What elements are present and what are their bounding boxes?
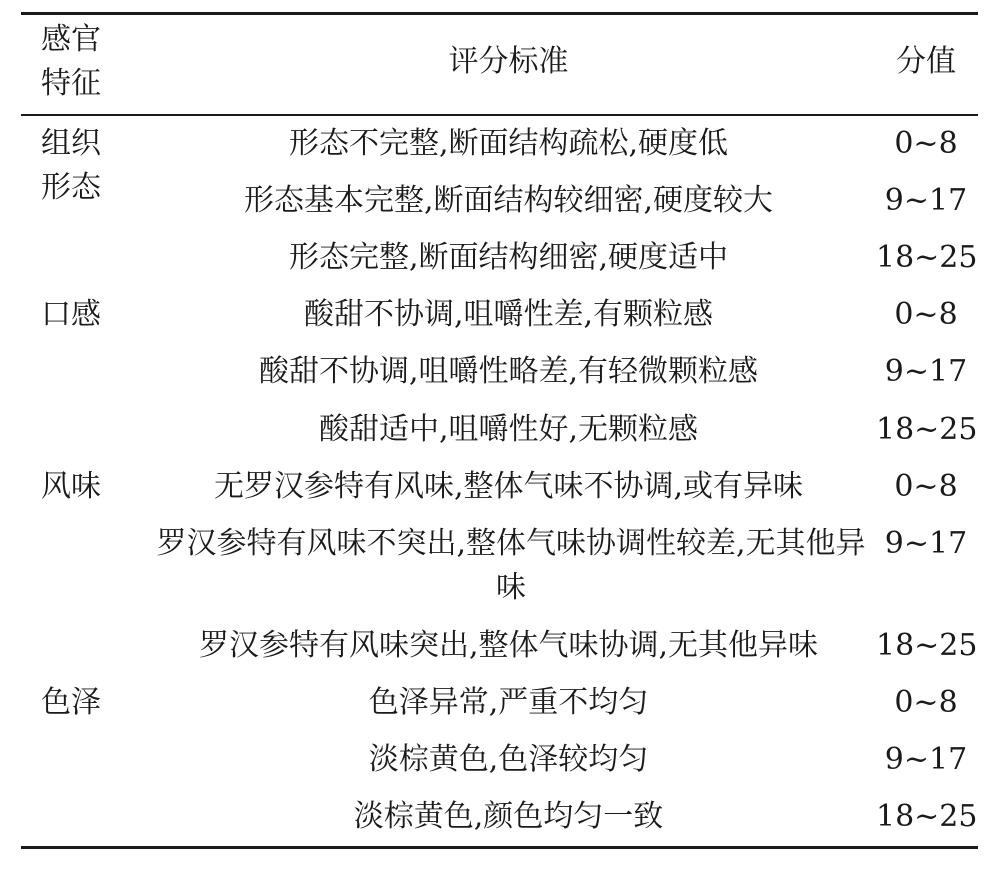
row-0-feature-line2: 形态 (41, 170, 101, 205)
row-6-score: 0~8 (894, 469, 958, 504)
row-6-feature: 风味 (41, 469, 101, 504)
row-11-score: 18~25 (876, 799, 978, 834)
header-score: 分值 (896, 44, 956, 79)
row-1-score: 9~17 (884, 183, 968, 218)
row-8-criteria: 罗汉参特有风味突出,整体气味协调,无其他异味 (198, 628, 819, 663)
row-4-score: 9~17 (884, 354, 968, 389)
row-4-criteria: 酸甜不协调,咀嚼性略差,有轻微颗粒感 (258, 354, 759, 389)
row-6-criteria: 无罗汉参特有风味,整体气味不协调,或有异味 (213, 469, 804, 504)
row-0-feature-line1: 组织 (41, 126, 101, 161)
row-3-feature: 口感 (41, 297, 101, 332)
row-5-criteria: 酸甜适中,咀嚼性好,无颗粒感 (318, 412, 699, 447)
row-1-criteria: 形态基本完整,断面结构较细密,硬度较大 (243, 183, 774, 218)
header-criteria: 评分标准 (448, 44, 569, 79)
row-9-feature: 色泽 (41, 685, 101, 720)
row-2-score: 18~25 (876, 240, 978, 275)
row-0-criteria: 形态不完整,断面结构疏松,硬度低 (288, 126, 729, 161)
row-9-criteria: 色泽异常,严重不均匀 (368, 685, 649, 720)
row-10-score: 9~17 (884, 742, 968, 777)
row-3-score: 0~8 (894, 297, 958, 332)
row-10-criteria: 淡棕黄色,色泽较均匀 (368, 742, 649, 777)
row-11-criteria: 淡棕黄色,颜色均匀一致 (353, 799, 664, 834)
row-5-score: 18~25 (876, 412, 978, 447)
header-feature-line1: 感官 (41, 22, 101, 57)
header-feature-line2: 特征 (41, 66, 101, 101)
top-rule (21, 12, 978, 15)
row-0-score: 0~8 (894, 126, 958, 161)
row-7-score: 9~17 (884, 526, 968, 561)
row-7-criteria: 罗汉参特有风味不突出,整体气味协调性较差,无其他异味 (156, 526, 866, 605)
row-2-criteria: 形态完整,断面结构细密,硬度适中 (288, 240, 729, 275)
row-9-score: 0~8 (894, 685, 958, 720)
row-8-score: 18~25 (876, 628, 978, 663)
header-rule (21, 114, 978, 116)
bottom-rule (21, 846, 978, 849)
row-3-criteria: 酸甜不协调,咀嚼性差,有颗粒感 (303, 297, 714, 332)
sensory-evaluation-table (21, 0, 978, 873)
